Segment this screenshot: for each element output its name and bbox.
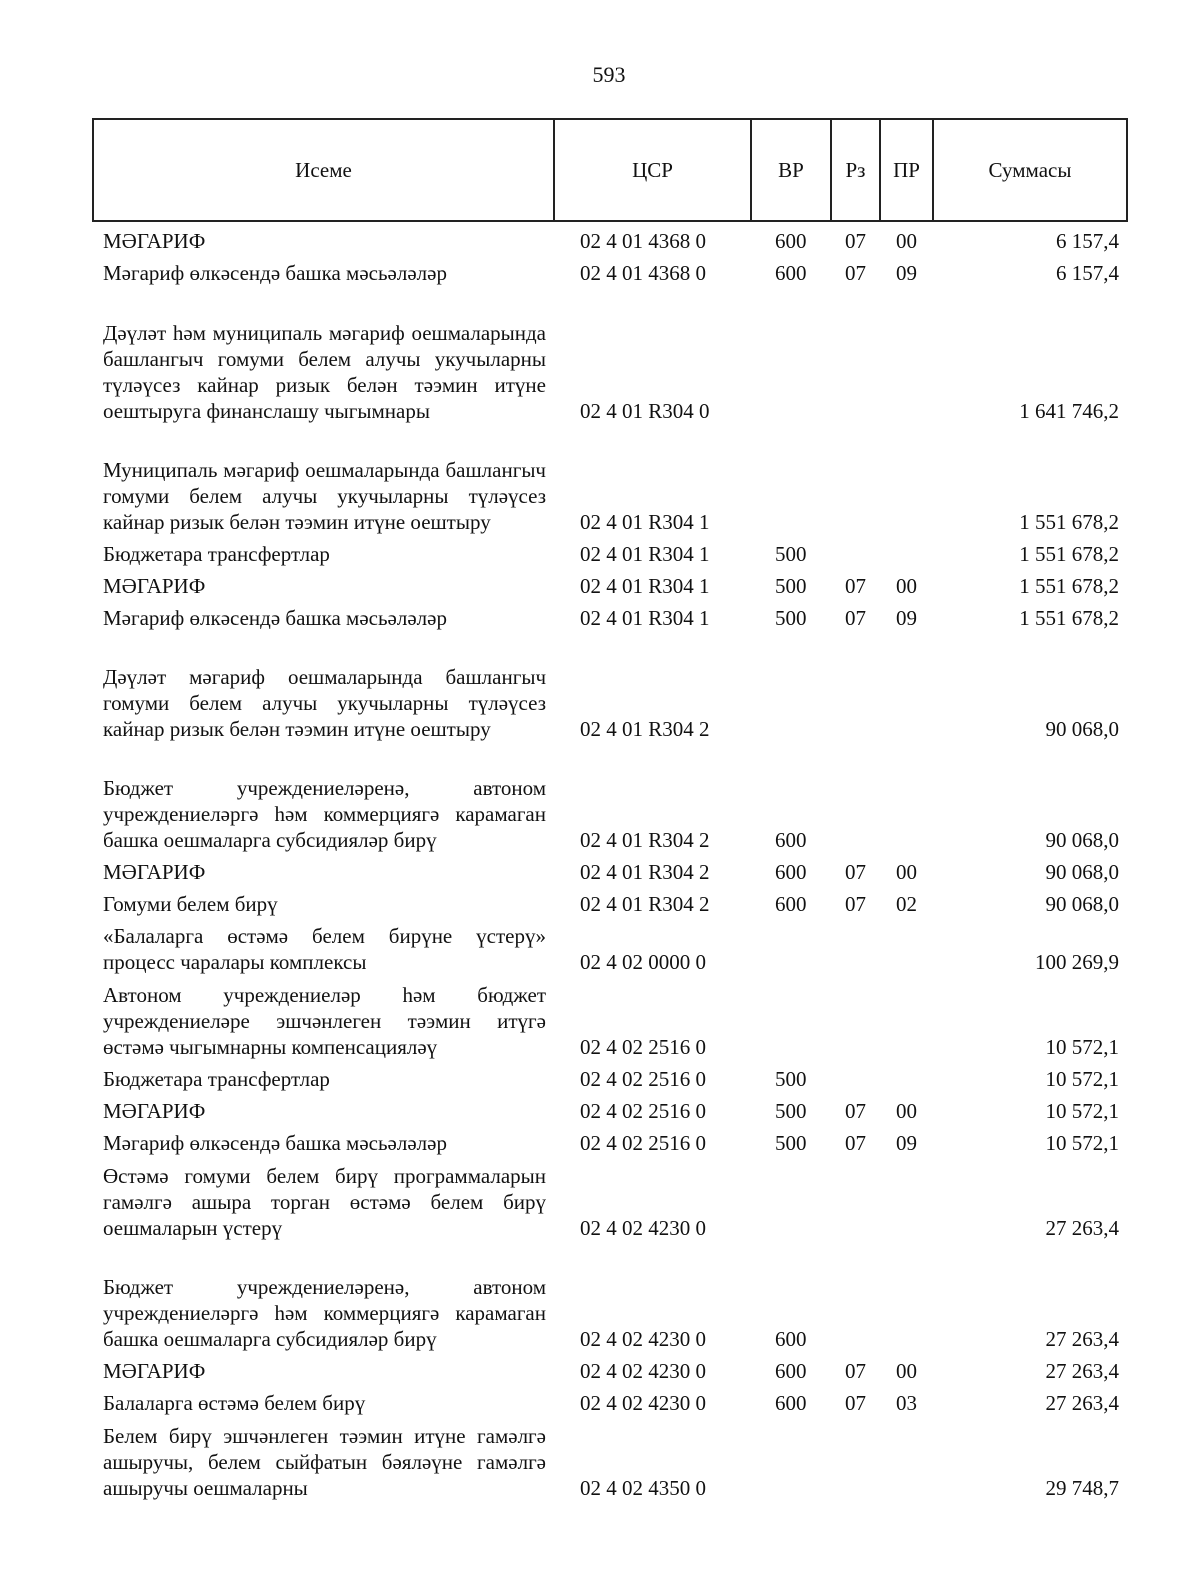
row-vr: 600	[775, 261, 807, 285]
row-name: Өстәмә гомуми белем бирү программаларын гамәлгә ашыра торган өстәмә белем бирү оешмаларын үстерү	[103, 1164, 546, 1240]
row-sum: 6 157,4	[1056, 229, 1119, 253]
row-sum: 1 551 678,2	[1019, 574, 1119, 598]
row-name: Бюджетара трансфертлар	[103, 1067, 330, 1091]
table-row	[93, 599, 1127, 631]
row-pr: 09	[896, 606, 917, 630]
row-sum: 10 572,1	[1045, 1131, 1119, 1155]
table-row	[93, 221, 1127, 254]
row-pr	[880, 1416, 933, 1501]
row-pr: 00	[896, 860, 917, 884]
row-sum: 1 551 678,2	[1019, 606, 1119, 630]
header-vr: ВР	[751, 119, 831, 221]
row-rz: 07	[845, 1391, 866, 1415]
row-vr	[751, 631, 831, 742]
row-vr	[751, 286, 831, 424]
table-row	[93, 975, 1127, 1060]
row-rz	[831, 535, 880, 567]
page-number: 593	[592, 62, 626, 87]
row-vr: 500	[775, 574, 807, 598]
row-name: Балаларга өстәмә белем бирү	[103, 1391, 366, 1415]
row-sum: 10 572,1	[1045, 1067, 1119, 1091]
table-row	[93, 742, 1127, 853]
row-name: МӘГАРИФ	[103, 574, 206, 598]
row-rz: 07	[845, 892, 866, 916]
table-row	[93, 286, 1127, 424]
table-row	[93, 1156, 1127, 1241]
row-pr	[880, 535, 933, 567]
row-code: 02 4 02 2516 0	[580, 1099, 706, 1123]
row-rz: 07	[845, 229, 866, 253]
header-rz: Рз	[831, 119, 880, 221]
row-sum: 6 157,4	[1056, 261, 1119, 285]
header-sum: Суммасы	[933, 119, 1127, 221]
header-pr: ПР	[880, 119, 933, 221]
row-code: 02 4 02 4230 0	[580, 1216, 706, 1240]
row-pr	[880, 286, 933, 424]
row-name: МӘГАРИФ	[103, 860, 206, 884]
row-name: Бюджет учреждениеләренә, автоном учреждениеләргә һәм коммерциягә карамаган башка оешмаларга субсидияләр бирү	[103, 1275, 546, 1351]
row-vr: 600	[775, 229, 807, 253]
row-pr	[880, 1060, 933, 1092]
row-name: Бюджет учреждениеләренә, автоном учреждениеләргә һәм коммерциягә карамаган башка оешмаларга субсидияләр бирү	[103, 776, 546, 852]
row-name: Мәгариф өлкәсендә башка мәсьәләләр	[103, 1131, 447, 1155]
row-vr: 500	[775, 606, 807, 630]
row-pr: 00	[896, 574, 917, 598]
row-rz	[831, 1060, 880, 1092]
row-sum: 90 068,0	[1045, 892, 1119, 916]
row-sum: 27 263,4	[1045, 1216, 1119, 1240]
row-sum: 90 068,0	[1045, 860, 1119, 884]
row-vr: 500	[775, 542, 807, 566]
table-row	[93, 1124, 1127, 1156]
table-row	[93, 424, 1127, 535]
row-vr	[751, 1416, 831, 1501]
row-name: «Балаларга өстәмә белем бирүне үстерү» процесс чаралары комплексы	[103, 924, 546, 974]
row-vr: 500	[775, 1131, 807, 1155]
row-code: 02 4 02 4230 0	[580, 1359, 706, 1383]
table-row	[93, 1241, 1127, 1352]
row-vr: 600	[775, 860, 807, 884]
row-vr	[751, 917, 831, 975]
row-code: 02 4 01 R304 1	[580, 574, 710, 598]
row-pr	[880, 1241, 933, 1352]
row-rz	[831, 424, 880, 535]
row-sum: 1 551 678,2	[1019, 510, 1119, 534]
row-code: 02 4 02 2516 0	[580, 1035, 706, 1059]
row-vr: 600	[775, 1327, 807, 1351]
row-rz	[831, 1241, 880, 1352]
row-sum: 27 263,4	[1045, 1359, 1119, 1383]
row-code: 02 4 01 R304 2	[580, 717, 710, 741]
row-rz: 07	[845, 261, 866, 285]
table-body	[93, 221, 1127, 1501]
row-code: 02 4 01 R304 2	[580, 860, 710, 884]
row-code: 02 4 01 R304 0	[580, 399, 710, 423]
row-pr	[880, 975, 933, 1060]
row-pr: 00	[896, 1359, 917, 1383]
row-vr: 600	[775, 828, 807, 852]
row-name: Мәгариф өлкәсендә башка мәсьәләләр	[103, 606, 447, 630]
table-row	[93, 1352, 1127, 1384]
row-rz: 07	[845, 1359, 866, 1383]
row-pr	[880, 631, 933, 742]
row-name: МӘГАРИФ	[103, 1359, 206, 1383]
row-rz	[831, 917, 880, 975]
row-rz: 07	[845, 606, 866, 630]
row-rz: 07	[845, 1099, 866, 1123]
row-pr: 09	[896, 1131, 917, 1155]
row-sum: 1 641 746,2	[1019, 399, 1119, 423]
table-row	[93, 1092, 1127, 1124]
header-code: ЦСР	[554, 119, 751, 221]
row-sum: 1 551 678,2	[1019, 542, 1119, 566]
row-sum: 27 263,4	[1045, 1327, 1119, 1351]
row-rz: 07	[845, 860, 866, 884]
row-name: Муниципаль мәгариф оешмаларында башлангыч гомуми белем алучы укучыларны түләүсез кайнар ризык белән тәэмин итүне оештыру	[103, 458, 546, 534]
row-sum: 90 068,0	[1045, 828, 1119, 852]
row-pr	[880, 1156, 933, 1241]
row-code: 02 4 02 2516 0	[580, 1131, 706, 1155]
row-code: 02 4 01 4368 0	[580, 261, 706, 285]
row-vr	[751, 1156, 831, 1241]
header-name: Исеме	[93, 119, 554, 221]
row-name: Автоном учреждениеләр һәм бюджет учреждениеләре эшчәнлеген тәэмин итүгә өстәмә чыгымнарны компенсацияләү	[103, 983, 546, 1059]
table-row	[93, 853, 1127, 885]
table-row	[93, 631, 1127, 742]
row-code: 02 4 01 R304 1	[580, 510, 710, 534]
row-name: МӘГАРИФ	[103, 229, 206, 253]
row-code: 02 4 01 R304 1	[580, 542, 710, 566]
table-header	[93, 119, 1127, 221]
row-sum: 10 572,1	[1045, 1035, 1119, 1059]
row-name: Дәүләт мәгариф оешмаларында башлангыч гомуми белем алучы укучыларны түләүсез кайнар ризык белән тәэмин итүне оештыру	[103, 665, 546, 741]
row-pr: 03	[896, 1391, 917, 1415]
row-code: 02 4 01 R304 2	[580, 892, 710, 916]
row-code: 02 4 01 R304 2	[580, 828, 710, 852]
row-rz: 07	[845, 1131, 866, 1155]
row-code: 02 4 01 4368 0	[580, 229, 706, 253]
table-row	[93, 1060, 1127, 1092]
row-name: Гомуми белем бирү	[103, 892, 278, 916]
row-name: МӘГАРИФ	[103, 1099, 206, 1123]
row-vr	[751, 424, 831, 535]
row-pr: 09	[896, 261, 917, 285]
row-name: Белем бирү эшчәнлеген тәэмин итүне гамәлгә ашыручы, белем сыйфатын бәяләүне гамәлгә ашыручы оешмаларны	[103, 1424, 546, 1500]
row-code: 02 4 02 4230 0	[580, 1391, 706, 1415]
table-row	[93, 1416, 1127, 1501]
table-row	[93, 885, 1127, 917]
row-name: Дәүләт һәм муниципаль мәгариф оешмаларында башлангыч гомуми белем алучы укучыларны түләүсез кайнар ризык белән тәэмин итүне оештыруга финанслашу чыгымнары	[103, 321, 546, 423]
row-rz	[831, 742, 880, 853]
row-pr	[880, 424, 933, 535]
row-rz	[831, 975, 880, 1060]
row-rz	[831, 286, 880, 424]
row-sum: 29 748,7	[1045, 1476, 1119, 1500]
row-code: 02 4 02 2516 0	[580, 1067, 706, 1091]
row-code: 02 4 02 4350 0	[580, 1476, 706, 1500]
row-pr	[880, 917, 933, 975]
row-rz	[831, 631, 880, 742]
row-vr: 600	[775, 1359, 807, 1383]
row-pr: 02	[896, 892, 917, 916]
budget-table	[92, 118, 1128, 1501]
row-rz: 07	[845, 574, 866, 598]
row-vr: 500	[775, 1067, 807, 1091]
row-vr: 600	[775, 1391, 807, 1415]
row-vr	[751, 975, 831, 1060]
row-sum: 90 068,0	[1045, 717, 1119, 741]
table-row	[93, 535, 1127, 567]
row-pr	[880, 742, 933, 853]
row-pr: 00	[896, 1099, 917, 1123]
row-vr: 600	[775, 892, 807, 916]
row-name: Мәгариф өлкәсендә башка мәсьәләләр	[103, 261, 447, 285]
table-row	[93, 1384, 1127, 1416]
table-row	[93, 917, 1127, 975]
row-rz	[831, 1416, 880, 1501]
row-code: 02 4 02 4230 0	[580, 1327, 706, 1351]
row-vr: 500	[775, 1099, 807, 1123]
table-row	[93, 254, 1127, 286]
row-sum: 27 263,4	[1045, 1391, 1119, 1415]
row-code: 02 4 01 R304 1	[580, 606, 710, 630]
row-sum: 100 269,9	[1035, 950, 1119, 974]
row-sum: 10 572,1	[1045, 1099, 1119, 1123]
row-name: Бюджетара трансфертлар	[103, 542, 330, 566]
row-code: 02 4 02 0000 0	[580, 950, 706, 974]
row-rz	[831, 1156, 880, 1241]
table-row	[93, 567, 1127, 599]
row-pr: 00	[896, 229, 917, 253]
